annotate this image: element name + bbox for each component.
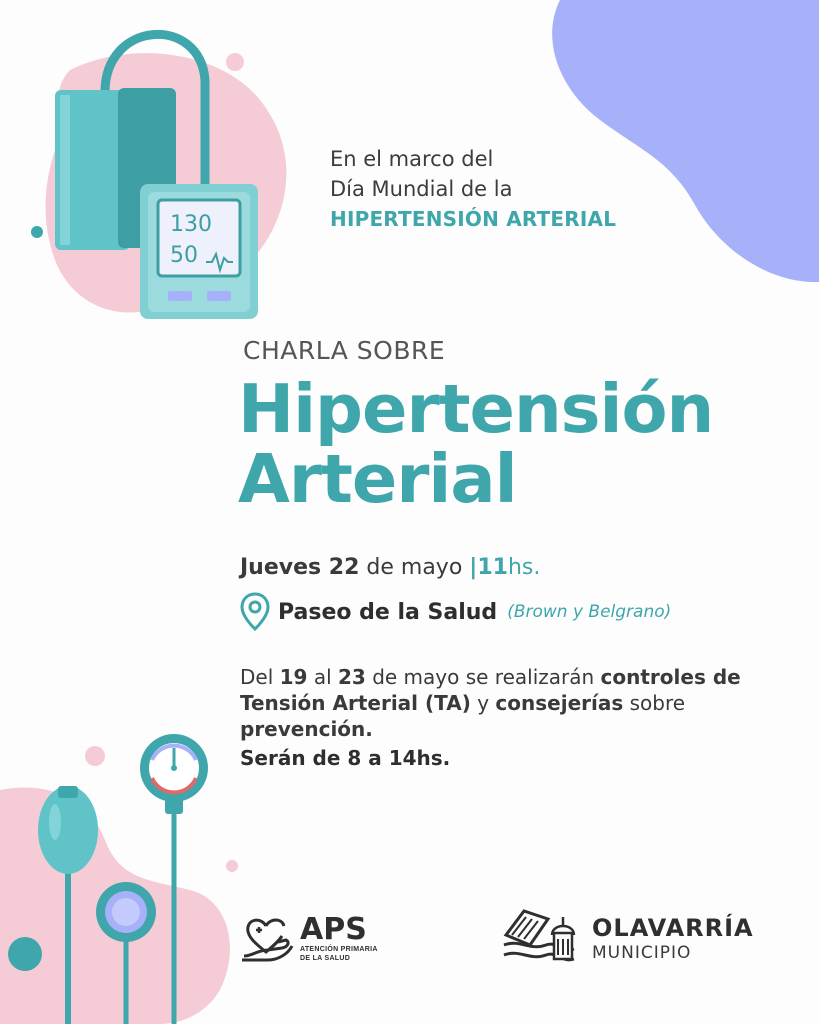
- place-detail: (Brown y Belgrano): [507, 602, 672, 622]
- olavarria-name: OLAVARRÍA: [592, 914, 754, 942]
- info-controls: controles de Tensión Arterial (TA): [240, 665, 741, 715]
- info-text: sobre: [623, 691, 686, 715]
- olavarria-logo: [500, 905, 754, 973]
- olavarria-sub: MUNICIPIO: [592, 943, 692, 963]
- info-text: y: [470, 691, 496, 715]
- talk-title: [238, 370, 714, 518]
- monitor-button: [207, 291, 231, 301]
- bulb: [38, 786, 98, 874]
- info-prevention: prevención.: [240, 717, 373, 741]
- talk-kicker: CHARLA SOBRE: [243, 336, 446, 365]
- teal-dot: [31, 226, 43, 238]
- bulb-highlight: [49, 804, 61, 840]
- info-text: Del: [240, 665, 280, 689]
- municipal-crest-icon: [500, 905, 582, 973]
- pink-dot: [85, 746, 105, 766]
- heart-hand-icon: [238, 912, 296, 966]
- title-line-2: Arterial: [238, 440, 517, 518]
- bulb-cap: [58, 786, 78, 798]
- event-separator: |: [469, 555, 478, 580]
- monitor-button: [168, 291, 192, 301]
- intro-line-1: En el marco del: [330, 147, 494, 171]
- aps-sub-2: DE LA SALUD: [300, 955, 351, 962]
- aps-name: APS: [300, 912, 367, 947]
- intro-text: [330, 144, 616, 234]
- title-line-1: Hipertensión: [238, 370, 714, 448]
- aps-sub-1: ATENCIÓN PRIMARIA: [300, 946, 378, 953]
- lavender-blob: [552, 0, 819, 282]
- aps-logo: [238, 912, 378, 966]
- small-dial-inner: [112, 898, 140, 926]
- pink-dot: [226, 860, 238, 872]
- pink-dot: [252, 134, 264, 146]
- intro-line-2: Día Mundial de la: [330, 177, 513, 201]
- teal-dot: [8, 937, 42, 971]
- info-end-day: 23: [338, 665, 366, 689]
- info-text: al: [307, 665, 338, 689]
- intro-line-3: HIPERTENSIÓN ARTERIAL: [330, 207, 617, 231]
- hours-text: Serán de 8 a 14hs.: [240, 746, 451, 770]
- event-time-num: 11: [477, 555, 508, 580]
- info-start-day: 19: [279, 665, 308, 689]
- place-name: Paseo de la Salud: [278, 599, 498, 625]
- event-place: [240, 592, 671, 632]
- info-counseling: consejerías: [495, 691, 624, 715]
- event-time-unit: hs.: [507, 555, 541, 580]
- info-paragraph: [240, 664, 780, 742]
- pink-dot: [226, 53, 244, 71]
- monitor-systolic: 130: [170, 212, 212, 237]
- cuff-highlight: [60, 95, 70, 245]
- location-pin-icon: [240, 592, 270, 632]
- monitor-diastolic: 50: [170, 243, 198, 268]
- event-date-rest: de mayo: [366, 555, 463, 580]
- event-date: [240, 555, 540, 580]
- event-day: Jueves 22: [240, 555, 360, 580]
- gauge-pivot: [171, 765, 177, 771]
- info-text: de mayo se realizarán: [365, 665, 601, 689]
